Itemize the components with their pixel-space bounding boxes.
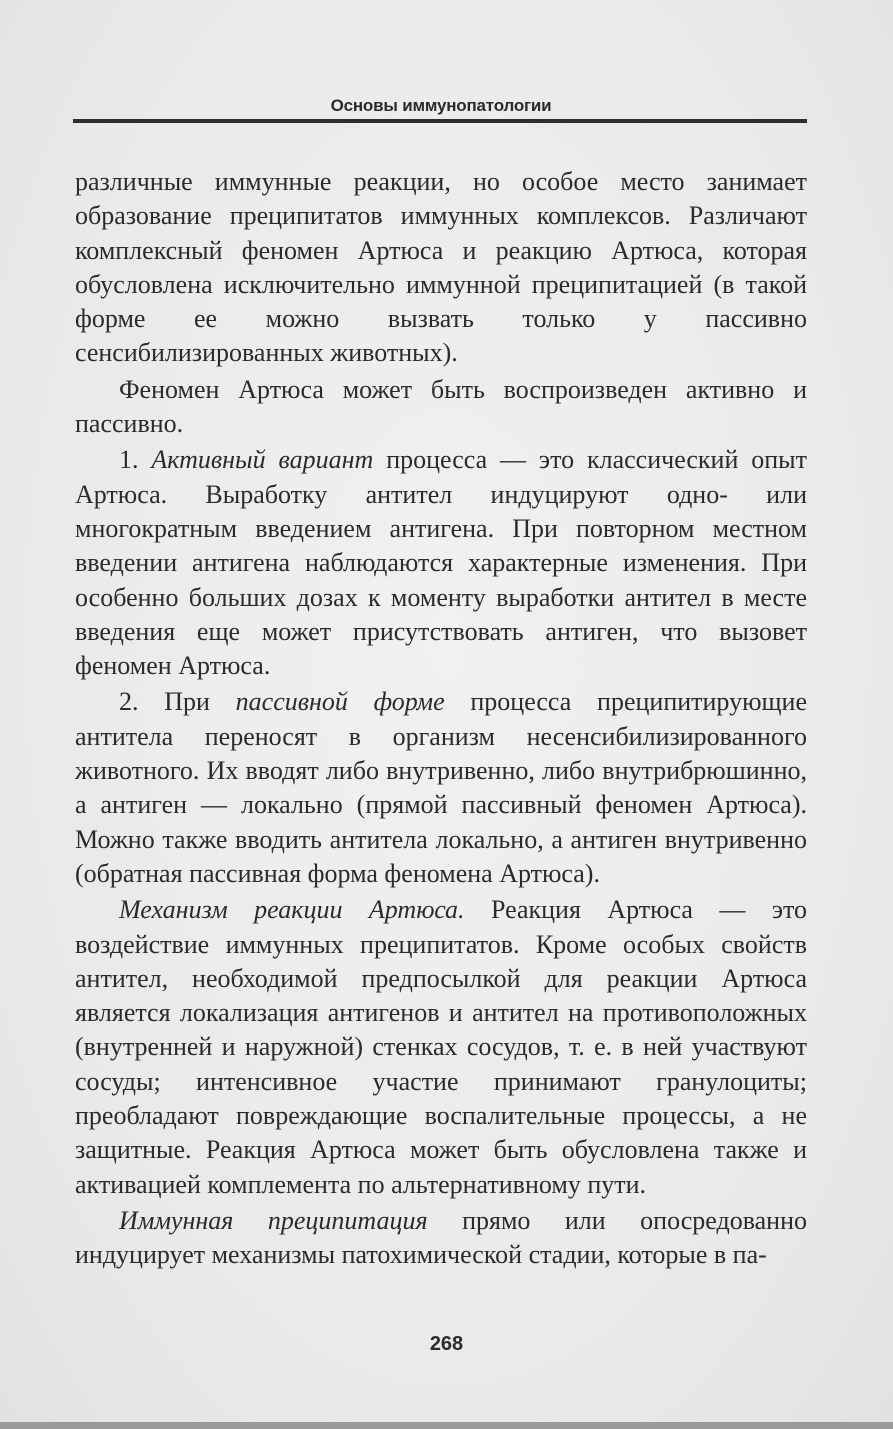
paragraph-active-variant-text: процесса — это классический опыт Артюса. Выработку антител индуцируют одно- или многократным введением антигена. При повторном местном введении антигена наблюдаются характерные изменения. При особенно больших дозах к моменту выработки антител в месте введения еще может присутствовать антиген, что вызовет феномен Артюса. <box>75 445 808 681</box>
paragraph-arthus-phenomenon: Феномен Артюса может быть воспроизведен активно и пассивно. <box>75 374 807 439</box>
body-text <box>75 165 807 1275</box>
list-number-2: 2. При <box>119 687 236 717</box>
term-immune-precipitation: Иммунная преципитация <box>119 1205 428 1235</box>
term-active-variant: Активный вариант <box>151 445 374 475</box>
paragraph-continuation: различные иммунные реакции, но особое место занимает образование преципитатов иммунных комплексов. Различают комплексный феномен Артюса и реакцию Артюса, которая обусловлена исключительно иммунной преципитацией (в такой форме ее можно вызвать только у пассивно сенсибилизированных животных). <box>75 167 807 368</box>
header-rule <box>73 119 807 123</box>
page-bottom-edge <box>0 1422 893 1429</box>
running-title: Основы иммунопатологии <box>330 96 552 115</box>
paragraph-passive-form <box>75 685 807 891</box>
term-passive-form: пассивной форме <box>235 687 445 717</box>
paragraph-immune-precipitation-text: прямо или опосредованно индуцирует механизмы патохимической стадии, которые в па- <box>75 1205 807 1270</box>
paragraph-mechanism <box>75 893 807 1202</box>
paragraph-active-variant <box>75 443 807 683</box>
list-number-1: 1. <box>119 445 152 475</box>
paragraph-passive-form-text: процесса преципитирующие антитела переносят в организм несенсибилизированного животного. Их вводят либо внутривенно, либо внутрибрюшинно, а антиген — локально (прямой пассивный феномен Артюса). Можно также вводить антитела локально, а антиген внутривенно (обратная пассивная форма феномена Артюса). <box>75 687 807 888</box>
paragraph-immune-precipitation <box>75 1204 807 1273</box>
page-number: 268 <box>429 1333 464 1355</box>
paragraph-mechanism-text: Реакция Артюса — это воздействие иммунных преципитатов. Кроме особых свойств антител, необходимой предпосылкой для реакции Артюса является локализация антигенов и антител на противоположных (внутренней и наружной) стенках сосудов, т. е. в ней участвуют сосуды; интенсивное участие принимают гранулоциты; преобладают повреждающие воспалительные процессы, а не защитные. Реакция Артюса может быть обусловлена также и активацией комплемента по альтернативному пути. <box>75 895 808 1199</box>
term-mechanism: Механизм реакции Артюса. <box>119 895 465 925</box>
